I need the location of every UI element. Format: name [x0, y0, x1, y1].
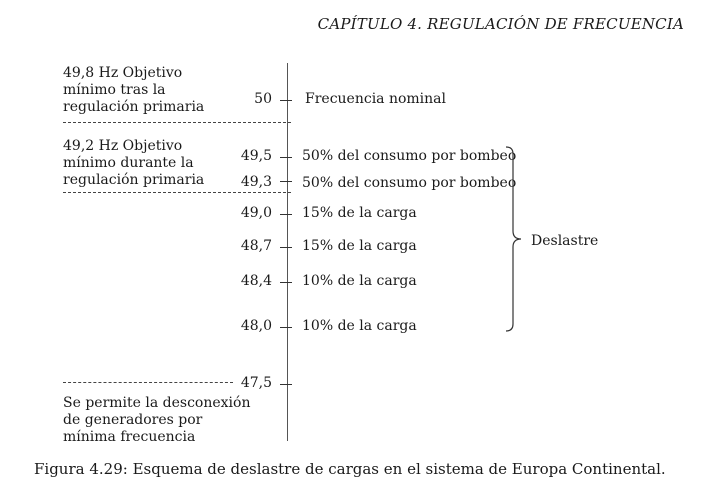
note-line: mínimo tras la: [63, 82, 166, 98]
level-tick: [280, 214, 292, 215]
level-value: 50: [254, 91, 272, 107]
right-brace: [505, 146, 527, 332]
level-value: 48,0: [240, 318, 272, 334]
level-value: 48,4: [240, 273, 272, 289]
level-value: 49,5: [240, 148, 272, 164]
level-tick: [280, 384, 292, 385]
note-disconnect: [63, 395, 253, 446]
brace-label: Deslastre: [531, 233, 599, 249]
dashed-line-47-5: [63, 382, 233, 383]
level-label: 50% del consumo por bombeo: [302, 175, 517, 191]
level-label: 10% de la carga: [302, 318, 417, 334]
figure-caption: Figura 4.29: Esquema de deslastre de cargas en el sistema de Europa Continental.: [34, 460, 666, 478]
level-tick: [280, 327, 292, 328]
note-line: 49,2 Hz Objetivo: [63, 138, 183, 154]
level-value: 48,7: [240, 238, 272, 254]
note-line: regulación primaria: [63, 172, 205, 188]
level-value: 49,0: [240, 205, 272, 221]
note-line: de generadores por: [63, 412, 203, 428]
level-tick: [280, 100, 292, 101]
level-label: 50% del consumo por bombeo: [302, 148, 517, 164]
note-line: mínimo durante la: [63, 155, 194, 171]
level-label: 15% de la carga: [302, 205, 417, 221]
level-tick: [280, 282, 292, 283]
note-line: mínima frecuencia: [63, 429, 196, 445]
level-label: 15% de la carga: [302, 238, 417, 254]
note-line: 49,8 Hz Objetivo: [63, 65, 183, 81]
level-value: 47,5: [240, 375, 272, 391]
level-tick: [280, 181, 292, 182]
level-tick: [280, 247, 292, 248]
dashed-line-49-2: [63, 192, 291, 193]
note-line: Se permite la desconexión: [63, 395, 251, 411]
note-line: regulación primaria: [63, 99, 205, 115]
level-label: 10% de la carga: [302, 273, 417, 289]
level-label: Frecuencia nominal: [305, 91, 447, 107]
level-value: 49,3: [240, 174, 272, 190]
running-header: CAPÍTULO 4. REGULACIÓN DE FRECUENCIA: [317, 15, 684, 33]
dashed-line-49-8: [63, 122, 291, 123]
level-tick: [280, 157, 292, 158]
